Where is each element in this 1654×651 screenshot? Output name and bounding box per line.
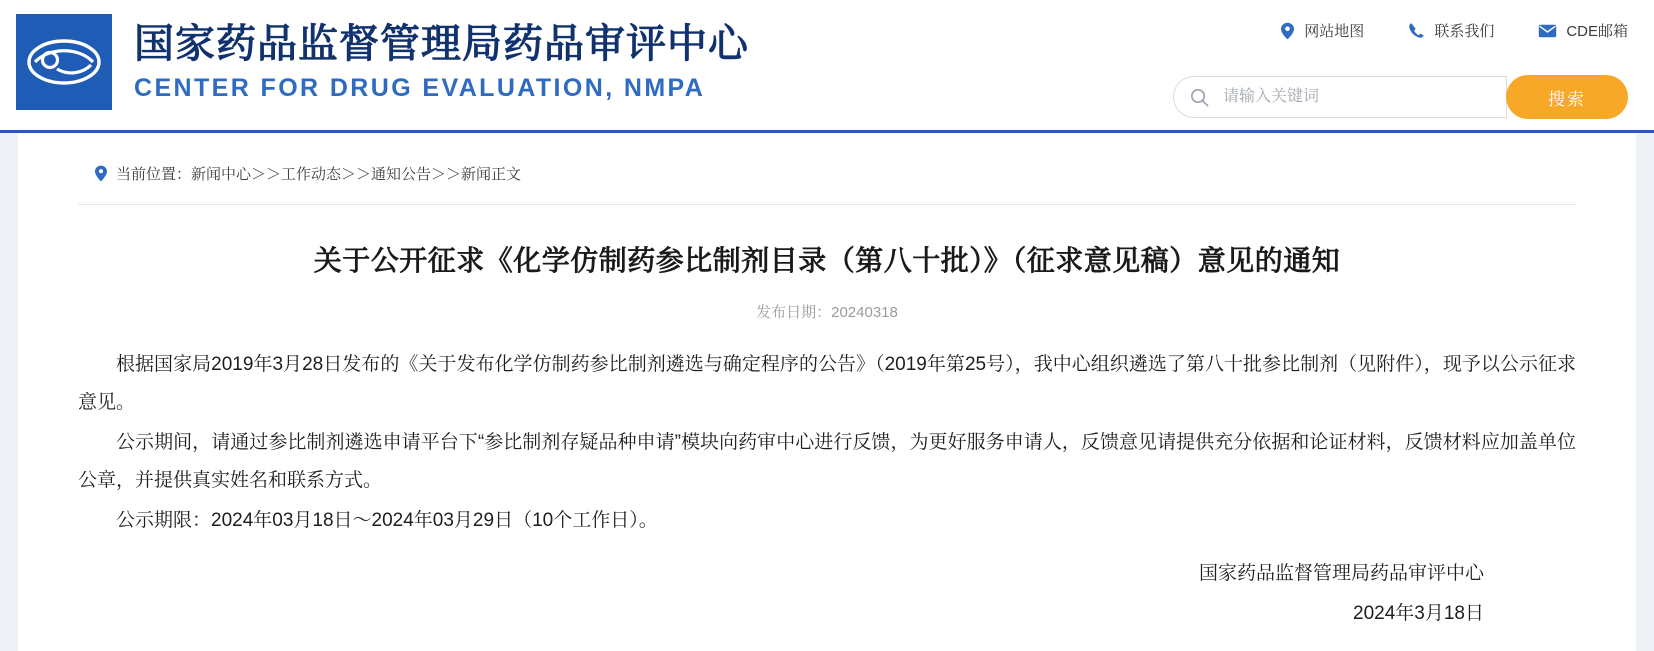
location-pin-icon (94, 165, 108, 182)
quick-link-mailbox-label: CDE邮箱 (1566, 23, 1628, 40)
mail-icon (1538, 24, 1557, 38)
site-logo[interactable] (16, 14, 749, 110)
map-pin-icon (1280, 22, 1295, 40)
site-title-en: CENTER FOR DRUG EVALUATION, NMPA (134, 73, 706, 102)
quick-link-sitemap-label: 网站地图 (1304, 23, 1365, 40)
phone-icon (1408, 22, 1425, 39)
quick-links (1280, 20, 1628, 41)
search-icon (1190, 88, 1209, 107)
article-body (78, 346, 1576, 540)
breadcrumb-text: 当前位置：新闻中心＞＞工作动态＞＞通知公告＞＞新闻正文 (116, 166, 522, 183)
page-title: 关于公开征求《化学仿制药参比制剂目录（第八十批）》（征求意见稿）意见的通知 (313, 245, 1341, 276)
search-button[interactable]: 搜索 (1506, 75, 1628, 119)
article-signature (78, 554, 1576, 634)
breadcrumb (78, 133, 1576, 205)
quick-link-sitemap[interactable] (1280, 20, 1364, 41)
publish-date: 发布日期：20240318 (756, 304, 898, 321)
search-input[interactable] (1221, 87, 1475, 107)
article-paragraph: 根据国家局2019年3月28日发布的《关于发布化学仿制药参比制剂遴选与确定程序的公告》（2019年第25号），我中心组织遴选了第八十批参比制剂（见附件），现予以公示征求意见。 (78, 354, 1576, 413)
site-title-cn: 国家药品监督管理局药品审评中心 (134, 21, 749, 66)
quick-link-contact-label: 联系我们 (1434, 23, 1495, 40)
signature-org: 国家药品监督管理局药品审评中心 (1198, 563, 1484, 584)
cde-eye-logo-icon (16, 14, 112, 110)
search-box[interactable] (1173, 76, 1507, 118)
quick-link-mailbox[interactable] (1538, 20, 1628, 41)
article-paragraph: 公示期限：2024年03月18日～2024年03月29日（10个工作日）。 (116, 510, 658, 531)
signature-date: 2024年3月18日 (1353, 603, 1484, 624)
article-paragraph: 公示期间，请通过参比制剂遴选申请平台下“参比制剂存疑品种申请”模块向药审中心进行反馈，为更好服务申请人，反馈意见请提供充分依据和论证材料，反馈材料应加盖单位公章，并提供真实姓名和联系方式。 (78, 432, 1576, 491)
quick-link-contact[interactable] (1408, 20, 1494, 41)
site-header (0, 0, 1654, 133)
main-content (18, 133, 1636, 651)
search-area (1173, 75, 1628, 119)
